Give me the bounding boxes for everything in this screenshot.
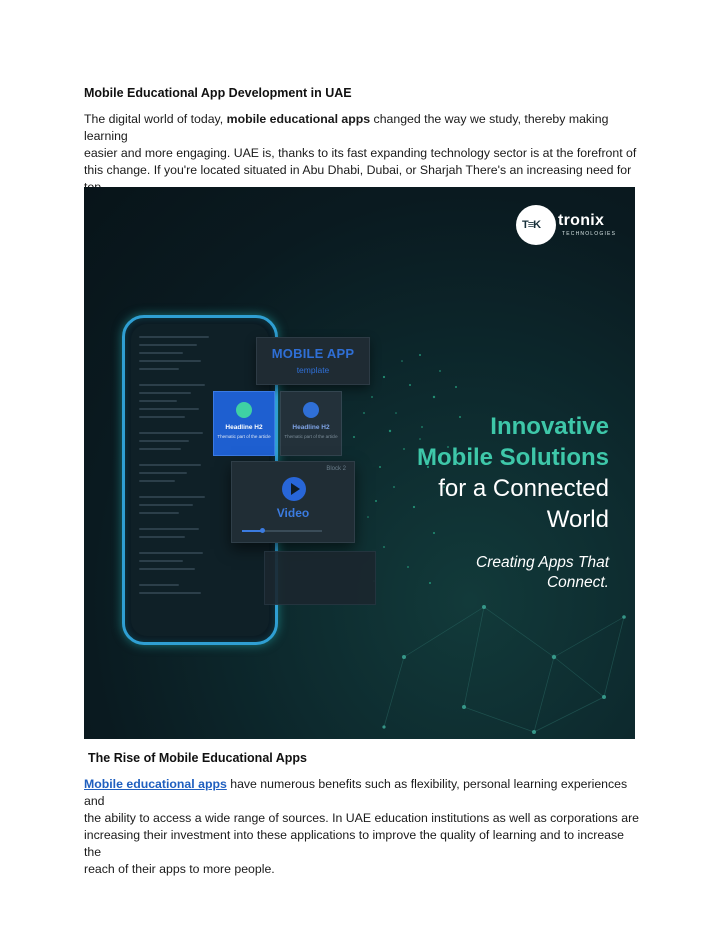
- card-description: Thematic part of the article: [284, 434, 338, 439]
- card-headline: Headline H2: [292, 424, 330, 431]
- rise-paragraph: [84, 776, 640, 878]
- mobile-app-title: MOBILE APP: [271, 346, 355, 361]
- logo-mark-text: T≡K: [522, 219, 541, 231]
- tektronix-logo: [516, 205, 616, 245]
- headline-line: for a Connected: [438, 475, 609, 502]
- video-progress-fill: [242, 530, 262, 532]
- intro-text: changed the way we study, thereby making learning: [84, 112, 609, 143]
- user-icon: [303, 402, 319, 418]
- tagline-line: Connect.: [546, 574, 609, 591]
- promo-banner-image: [84, 187, 635, 739]
- tagline-line: Creating Apps That: [476, 554, 609, 571]
- rise-text: the ability to access a wide range of sources. In UAE education institutions as well as corporations are: [84, 811, 640, 825]
- banner-tagline: [476, 553, 609, 593]
- mobile-app-template-card: [256, 337, 370, 385]
- intro-bold-term: mobile educational apps: [226, 112, 371, 126]
- card-description: Thematic part of the article: [217, 434, 271, 439]
- banner-headline: [417, 411, 609, 535]
- rise-text: have numerous benefits such as flexibility, personal learning experiences and: [84, 777, 628, 808]
- logo-brand-text: tronix: [558, 212, 605, 229]
- video-progress-knob: [260, 528, 265, 533]
- headline-line: Innovative: [490, 413, 609, 440]
- intro-text: this change. If you're located situated in Abu Dhabi, Dubai, or Sharjah There's an increasing need for: [84, 163, 632, 177]
- mobile-educational-apps-link[interactable]: Mobile educational apps: [84, 777, 227, 791]
- play-icon: [282, 477, 306, 501]
- section-heading-uae: Mobile Educational App Development in UAE: [84, 86, 352, 100]
- video-label: Video: [276, 506, 310, 520]
- headline-line: Mobile Solutions: [417, 444, 609, 471]
- video-card: [231, 461, 355, 543]
- video-progress-track: [242, 530, 322, 532]
- headline-card-highlighted: [213, 391, 275, 456]
- card-headline: Headline H2: [225, 424, 263, 431]
- rise-text: reach of their apps to more people.: [84, 862, 275, 876]
- block-label: Block 2: [326, 466, 346, 472]
- section-heading-rise: The Rise of Mobile Educational Apps: [88, 751, 308, 765]
- headline-line: World: [546, 506, 609, 533]
- intro-text: The digital world of today,: [84, 112, 227, 126]
- rise-text: increasing their investment into these applications to improve the quality of learning and to increase the: [84, 828, 625, 859]
- headline-card: [280, 391, 342, 456]
- faded-headline-card: [264, 551, 376, 605]
- intro-text: easier and more engaging. UAE is, thanks to its fast expanding technology sector is at the forefront of: [84, 146, 637, 160]
- logo-subtitle: TECHNOLOGIES: [562, 231, 617, 237]
- chat-bubble-icon: [236, 402, 252, 418]
- mobile-app-subtitle: template: [296, 365, 330, 375]
